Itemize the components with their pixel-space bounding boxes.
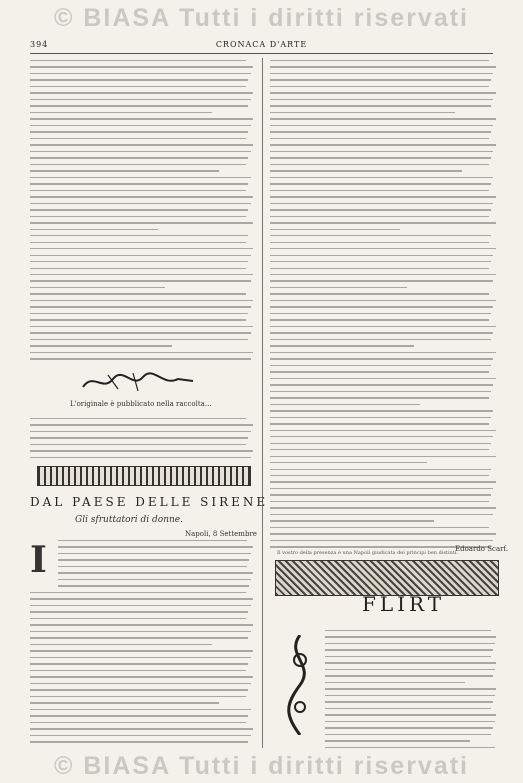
text-line [270, 430, 496, 431]
text-line [58, 579, 251, 580]
text-line [270, 92, 496, 93]
text-line [30, 592, 246, 593]
text-line [270, 494, 491, 495]
text-line [270, 306, 493, 307]
text-line [325, 747, 495, 748]
text-line [270, 339, 491, 340]
text-line [30, 444, 246, 445]
text-line [270, 60, 489, 61]
text-line [270, 99, 493, 100]
text-line [270, 235, 491, 236]
text-line [30, 131, 248, 132]
text-line [270, 319, 489, 320]
text-line [30, 183, 248, 184]
text-line [30, 66, 253, 67]
text-line [30, 86, 246, 87]
text-line [270, 501, 489, 502]
text-line [270, 183, 491, 184]
text-line [270, 138, 489, 139]
text-line [30, 118, 253, 119]
text-line [30, 79, 248, 80]
text-line [325, 675, 493, 676]
text-line [30, 293, 246, 294]
right-column-body-2 [325, 630, 498, 748]
text-line [270, 488, 493, 489]
section-title: DAL PAESE DELLE SIRENE [30, 495, 269, 509]
text-line [30, 287, 165, 288]
text-line [270, 293, 489, 294]
text-line [58, 553, 251, 554]
page-number: 394 [30, 40, 49, 49]
decorative-flourish-icon [280, 635, 320, 735]
text-line [325, 714, 496, 715]
text-line [270, 242, 489, 243]
text-line [270, 345, 414, 346]
text-line [270, 365, 491, 366]
text-line [270, 456, 496, 457]
watermark-bottom: © BIASA Tutti i diritti riservati [53, 752, 469, 780]
text-line [270, 397, 489, 398]
text-line [58, 546, 253, 547]
left-column-body-mid [30, 418, 255, 460]
text-line [30, 670, 246, 671]
text-line [30, 437, 248, 438]
text-line [325, 662, 496, 663]
text-line [270, 313, 491, 314]
text-line [30, 105, 248, 106]
text-line [270, 229, 400, 230]
text-line [325, 656, 491, 657]
text-line [30, 358, 251, 359]
text-line [325, 721, 495, 722]
text-line [30, 418, 246, 419]
text-line [30, 112, 212, 113]
flirt-ornament [275, 560, 499, 596]
text-line [270, 66, 496, 67]
left-column-body-bottom-indented [58, 540, 255, 588]
watermark-top: © BIASA Tutti i diritti riservati [53, 4, 469, 32]
text-line [270, 190, 489, 191]
text-line [30, 319, 246, 320]
text-line [325, 649, 493, 650]
text-line [30, 631, 251, 632]
text-line [270, 391, 491, 392]
text-line [270, 105, 491, 106]
text-line [325, 727, 493, 728]
text-line [30, 457, 251, 458]
text-line [30, 99, 251, 100]
text-line [270, 533, 496, 534]
text-line [325, 636, 496, 637]
text-line [270, 118, 496, 119]
text-line [270, 125, 493, 126]
text-line [270, 352, 496, 353]
text-line [325, 708, 491, 709]
section-subtitle: Gli sfruttatori di donne. [75, 515, 183, 525]
text-line [30, 203, 251, 204]
text-line [270, 462, 427, 463]
text-line [270, 410, 493, 411]
text-line [270, 384, 493, 385]
text-line [30, 222, 253, 223]
left-column-body-bottom [30, 592, 255, 748]
text-line [270, 222, 496, 223]
text-line [325, 701, 493, 702]
signature-image [78, 367, 198, 395]
text-line [270, 443, 491, 444]
text-line [30, 138, 246, 139]
text-line [30, 702, 219, 703]
text-line [30, 151, 251, 152]
text-line [30, 196, 253, 197]
text-line [30, 229, 158, 230]
right-column-body-1 [270, 60, 498, 548]
text-line [30, 624, 253, 625]
text-line [270, 73, 493, 74]
text-line [270, 436, 493, 437]
text-line [270, 326, 496, 327]
text-line [30, 255, 251, 256]
text-line [30, 644, 212, 645]
text-line [270, 112, 455, 113]
text-line [30, 605, 251, 606]
text-line [270, 469, 491, 470]
text-line [30, 424, 253, 425]
text-line [270, 378, 496, 379]
text-line [30, 598, 253, 599]
text-line [30, 190, 246, 191]
text-line [30, 637, 248, 638]
text-line [270, 520, 434, 521]
text-line [30, 300, 253, 301]
text-line [270, 274, 496, 275]
text-line [325, 643, 495, 644]
journal-title: CRONACA D'ARTE [215, 40, 308, 49]
text-line [270, 423, 489, 424]
text-line [30, 248, 253, 249]
text-line [30, 741, 248, 742]
text-line [325, 695, 495, 696]
text-line [270, 203, 493, 204]
text-line [270, 157, 491, 158]
text-line [30, 683, 251, 684]
text-line [30, 722, 246, 723]
text-line [30, 326, 253, 327]
text-line [270, 475, 489, 476]
text-line [325, 688, 496, 689]
text-line [30, 696, 246, 697]
text-line [270, 527, 489, 528]
text-line [270, 540, 493, 541]
text-line [30, 663, 248, 664]
text-line [30, 345, 172, 346]
dateline: Napoli, 8 Settembre [185, 530, 257, 538]
text-line [30, 650, 253, 651]
header-rule [30, 53, 493, 54]
text-line [270, 209, 491, 210]
text-line [58, 566, 247, 567]
text-line [30, 332, 251, 333]
text-line [58, 572, 253, 573]
text-line [30, 611, 248, 612]
story-title: FLIRT [362, 592, 446, 616]
text-line [270, 255, 493, 256]
text-line [270, 79, 491, 80]
text-line [270, 507, 496, 508]
text-line [30, 92, 253, 93]
text-line [30, 177, 251, 178]
text-line [270, 300, 496, 301]
text-line [270, 332, 493, 333]
text-line [30, 164, 246, 165]
text-line [30, 170, 219, 171]
text-line [30, 689, 248, 690]
text-line [270, 151, 493, 152]
text-line [270, 268, 489, 269]
text-line [30, 450, 253, 451]
text-line [325, 669, 495, 670]
text-line [30, 73, 251, 74]
text-line [325, 734, 491, 735]
text-line [270, 481, 496, 482]
text-line [270, 358, 493, 359]
text-line [30, 728, 253, 729]
text-line [270, 131, 491, 132]
text-line [30, 431, 251, 432]
text-line [30, 735, 251, 736]
text-line [270, 449, 489, 450]
text-line [325, 630, 491, 631]
text-line [270, 514, 493, 515]
author-signoff: Edoardo Scarf. [455, 545, 509, 553]
text-line [30, 709, 251, 710]
text-line [30, 657, 251, 658]
text-line [30, 144, 253, 145]
text-line [270, 404, 420, 405]
text-line [30, 216, 246, 217]
text-line [30, 274, 253, 275]
text-line [270, 164, 489, 165]
text-line [58, 559, 249, 560]
text-line [30, 306, 251, 307]
text-line [30, 618, 246, 619]
text-line [30, 268, 246, 269]
text-line [270, 144, 496, 145]
text-line [270, 216, 489, 217]
text-line [58, 540, 247, 541]
text-line [30, 125, 251, 126]
text-line [270, 371, 489, 372]
column-divider [262, 58, 263, 748]
text-line [30, 676, 253, 677]
drop-cap: I [30, 539, 47, 581]
text-line [58, 585, 249, 586]
text-line [325, 740, 470, 741]
text-line [30, 339, 248, 340]
text-line [30, 280, 251, 281]
text-line [30, 715, 248, 716]
text-line [270, 177, 493, 178]
text-line [270, 261, 491, 262]
text-line [30, 157, 248, 158]
text-line [30, 261, 248, 262]
text-line [270, 86, 489, 87]
footnote: Il vostro della presenza è una Napoli giudicata dei principi ben distinti. [277, 550, 458, 556]
text-line [30, 235, 248, 236]
text-line [270, 196, 496, 197]
text-line [30, 60, 246, 61]
text-line [270, 248, 496, 249]
text-line [30, 242, 246, 243]
text-line [30, 313, 248, 314]
text-line [270, 170, 462, 171]
left-column-body-top [30, 60, 255, 360]
text-line [270, 287, 407, 288]
text-line [325, 682, 465, 683]
text-line [30, 209, 248, 210]
text-line [270, 417, 491, 418]
decorative-banner [37, 466, 251, 486]
signature-caption: L'originale è pubblicato nella raccolta... [70, 400, 212, 408]
text-line [270, 280, 493, 281]
text-line [30, 352, 253, 353]
